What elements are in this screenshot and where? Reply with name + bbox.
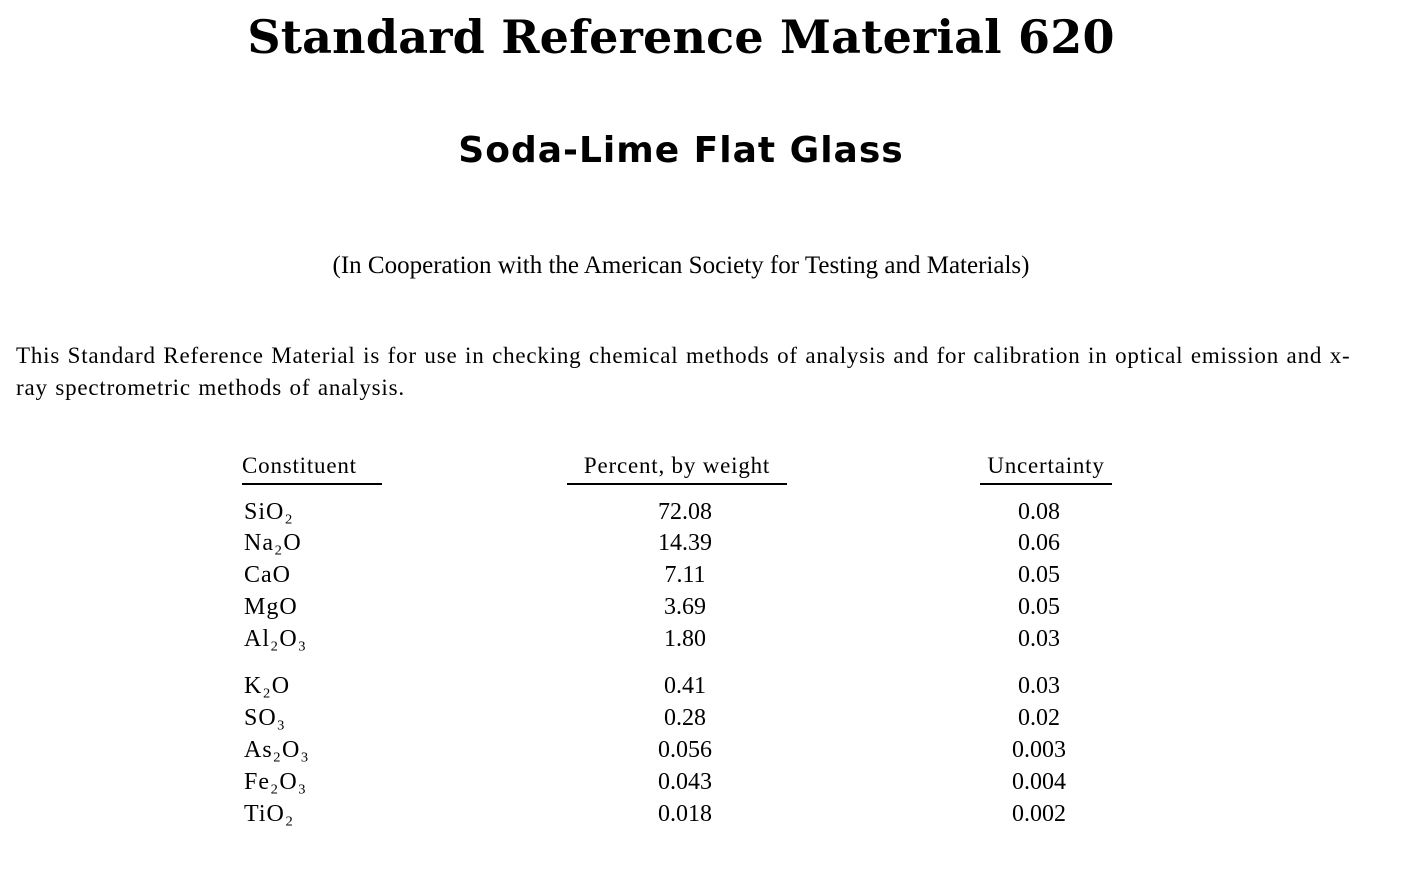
percent-cell: 7.11	[664, 562, 706, 588]
percent-cell: 0.28	[664, 705, 706, 731]
percent-cell: 0.018	[658, 801, 712, 827]
uncertainty-cell: 0.002	[1012, 801, 1066, 827]
table-row	[0, 626, 1401, 656]
constituent-cell: TiO₂	[244, 801, 295, 827]
uncertainty-cell: 0.03	[1018, 673, 1060, 699]
constituent-cell: Fe₂O₃	[244, 769, 308, 795]
uncertainty-cell: 0.05	[1018, 562, 1060, 588]
table-row	[0, 737, 1401, 767]
percent-cell: 0.056	[658, 737, 712, 763]
percent-cell: 0.41	[664, 673, 706, 699]
intro-paragraph: This Standard Reference Material is for use in checking chemical methods of analysis and for calibration in optical emission and x-ray spectrometric methods of analysis.	[16, 343, 1351, 400]
constituent-cell: MgO	[244, 594, 298, 620]
header-uncertainty: Uncertainty	[980, 453, 1112, 485]
percent-cell: 0.043	[658, 769, 712, 795]
table-row	[0, 673, 1401, 703]
percent-cell: 14.39	[658, 530, 712, 556]
uncertainty-cell: 0.05	[1018, 594, 1060, 620]
constituent-cell: CaO	[244, 562, 291, 588]
table-row	[0, 594, 1401, 624]
constituent-cell: Al₂O₃	[244, 626, 308, 652]
table-row	[0, 562, 1401, 592]
header-constituent: Constituent	[242, 453, 382, 485]
cooperation-note: (In Cooperation with the American Society for Testing and Materials)	[332, 252, 1030, 279]
constituent-cell: Na₂O	[244, 530, 302, 556]
percent-cell: 72.08	[658, 499, 712, 525]
page-title: Standard Reference Material 620	[247, 10, 1115, 64]
uncertainty-cell: 0.02	[1018, 705, 1060, 731]
percent-cell: 1.80	[664, 626, 706, 652]
constituent-cell: SiO₂	[244, 499, 294, 525]
uncertainty-cell: 0.06	[1018, 530, 1060, 556]
table-row	[0, 801, 1401, 831]
uncertainty-cell: 0.03	[1018, 626, 1060, 652]
uncertainty-cell: 0.004	[1012, 769, 1066, 795]
uncertainty-cell: 0.08	[1018, 499, 1060, 525]
uncertainty-cell: 0.003	[1012, 737, 1066, 763]
constituent-cell: K₂O	[244, 673, 291, 699]
constituent-cell: SO₃	[244, 705, 287, 731]
header-percent: Percent, by weight	[567, 453, 787, 485]
constituent-cell: As₂O₃	[244, 737, 310, 763]
table-row	[0, 769, 1401, 799]
table-row	[0, 530, 1401, 560]
table-row	[0, 705, 1401, 735]
percent-cell: 3.69	[664, 594, 706, 620]
table-row	[0, 499, 1401, 529]
page-subtitle: Soda-Lime Flat Glass	[458, 130, 904, 171]
